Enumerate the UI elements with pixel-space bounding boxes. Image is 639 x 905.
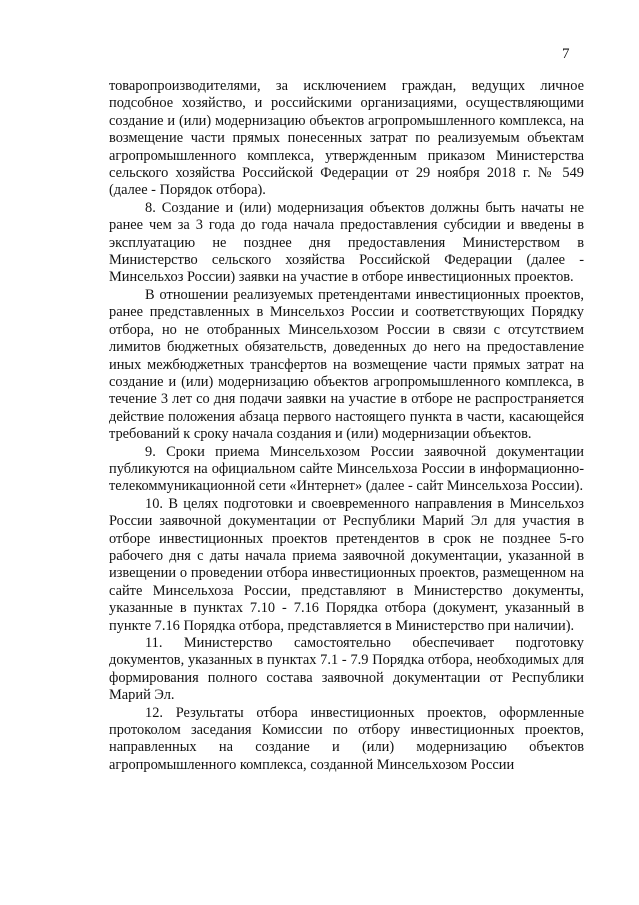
paragraph-item-8: 8. Создание и (или) модернизация объектов должны быть начаты не ранее чем за 3 года до года начала предоставления субсидии и введены в эксплуатацию не позднее дня предоставления Министерством в Министерство сельского хозяйства Российской Федерации (далее - Минсельхоз России) заявки на участие в отборе инвестиционных проектов.: [109, 199, 584, 286]
paragraph-item-12: 12. Результаты отбора инвестиционных проектов, оформленные протоколом заседания Комиссии по отбору инвестиционных проектов, направленных на создание и (или) модернизацию объектов агропромышленного комплекса, созданной Минсельхозом России: [109, 704, 584, 773]
paragraph-item-9: 9. Сроки приема Минсельхозом России заявочной документации публикуются на официальном сайте Минсельхоза России в информационно-телекоммуникационной сети «Интернет» (далее - сайт Минсельхоза России).: [109, 443, 584, 495]
paragraph-item-8-exception: В отношении реализуемых претендентами инвестиционных проектов, ранее представленных в Минсельхоз России и соответствующих Порядку отбора, но не отобранных Минсельхозом России в связи с отсутствием лимитов бюджетных обязательств, доведенных до него на предоставление иных межбюджетных трансфертов на возмещение части прямых затрат на создание и (или) модернизацию объектов агропромышленного комплекса, в течение 3 лет со дня подачи заявки на участие в отборе не распространяется действие положения абзаца первого настоящего пункта в части, касающейся требований к сроку начала создания и (или) модернизации объектов.: [109, 286, 584, 443]
document-body: [109, 78, 584, 774]
paragraph-continuation: товаропроизводителями, за исключением граждан, ведущих личное подсобное хозяйство, и российскими организациями, осуществляющими создание и (или) модернизацию объектов агропромышленного комплекса, на возмещение части прямых понесенных затрат по реализуемым объектам агропромышленного комплекса, утвержденным приказом Министерства сельского хозяйства Российской Федерации от 29 ноября 2018 г. № 549 (далее - Порядок отбора).: [109, 78, 584, 199]
paragraph-item-10: 10. В целях подготовки и своевременного направления в Минсельхоз России заявочной документации от Республики Марий Эл для участия в отборе инвестиционных проектов претендентов в срок не позднее 5-го рабочего дня с даты начала приема заявочной документации, указанной в извещении о проведении отбора инвестиционных проектов, размещенном на сайте Минсельхоза России, представляют в Министерство документы, указанные в пунктах 7.10 - 7.16 Порядка отбора (документ, указанный в пункте 7.16 Порядка отбора, представляется в Министерство при наличии).: [109, 495, 584, 634]
page-number: 7: [562, 46, 570, 62]
paragraph-item-11: 11. Министерство самостоятельно обеспечивает подготовку документов, указанных в пунктах 7.1 - 7.9 Порядка отбора, необходимых для формирования полного состава заявочной документации от Республики Марий Эл.: [109, 635, 584, 704]
